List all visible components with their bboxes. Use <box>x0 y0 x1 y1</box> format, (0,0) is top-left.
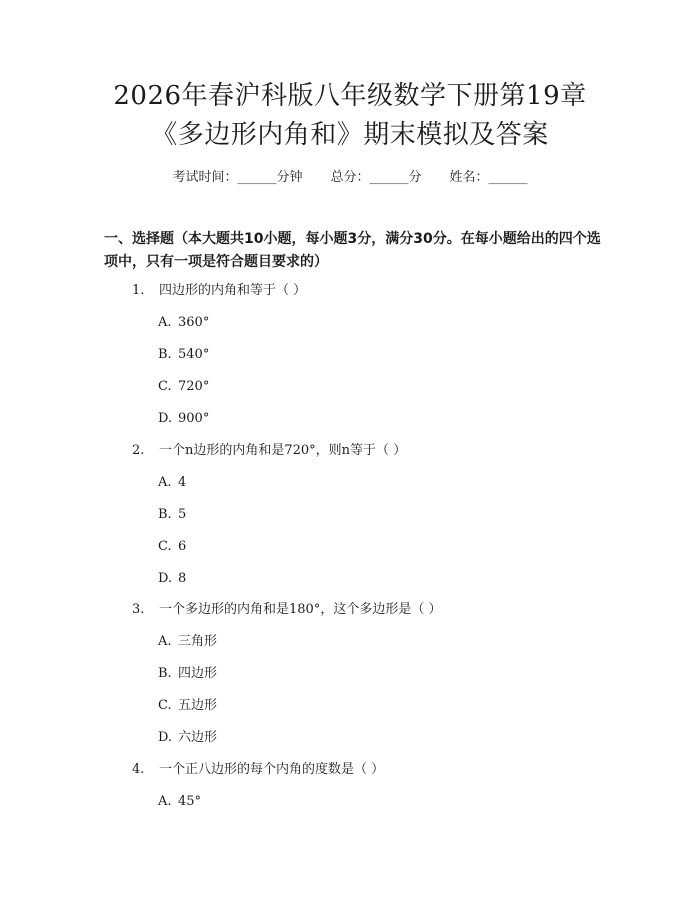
option-item <box>158 729 217 747</box>
option-letter: C. <box>158 379 172 394</box>
option-item <box>158 793 201 811</box>
option-text: 540° <box>178 347 210 362</box>
option-item <box>158 697 217 715</box>
question-number: 1. <box>132 283 145 298</box>
option-letter: B. <box>158 507 172 522</box>
question-number: 3. <box>132 602 145 617</box>
option-letter: A. <box>158 794 172 809</box>
option-letter: D. <box>158 571 173 586</box>
option-text: 45° <box>178 794 202 809</box>
question-item <box>132 601 441 619</box>
option-letter: B. <box>158 666 172 681</box>
doc-title-line2: 《多边形内角和》期末模拟及答案 <box>151 120 549 150</box>
option-text: 900° <box>178 411 210 426</box>
question-text: 一个n边形的内角和是720°，则n等于（ ） <box>159 443 407 458</box>
option-text: 5 <box>178 507 187 522</box>
question-number: 2. <box>132 443 145 458</box>
option-letter: A. <box>158 315 172 330</box>
question-number: 4. <box>132 762 145 777</box>
option-text: 六边形 <box>178 730 218 745</box>
option-text: 720° <box>178 379 210 394</box>
option-item <box>158 346 209 364</box>
option-letter: C. <box>158 698 172 713</box>
option-text: 4 <box>178 475 187 490</box>
question-text: 一个多边形的内角和是180°，这个多边形是（ ） <box>159 602 442 617</box>
exam-meta <box>0 168 700 188</box>
option-letter: D. <box>158 730 173 745</box>
exam-time-label: 考试时间：______分钟 <box>172 170 303 185</box>
option-text: 360° <box>178 315 210 330</box>
option-item <box>158 378 209 396</box>
option-text: 四边形 <box>178 666 218 681</box>
option-letter: B. <box>158 347 172 362</box>
option-text: 五边形 <box>178 698 218 713</box>
option-item <box>158 570 186 588</box>
option-item <box>158 474 186 492</box>
option-text: 6 <box>178 539 187 554</box>
question-item <box>132 442 406 460</box>
option-item <box>158 410 209 428</box>
option-letter: C. <box>158 539 172 554</box>
option-text: 8 <box>178 571 187 586</box>
option-item <box>158 314 209 332</box>
option-letter: A. <box>158 634 172 649</box>
option-item <box>158 506 186 524</box>
option-item <box>158 633 217 651</box>
question-item <box>132 282 306 300</box>
option-letter: A. <box>158 475 172 490</box>
option-letter: D. <box>158 411 173 426</box>
option-text: 三角形 <box>178 634 218 649</box>
option-item <box>158 665 217 683</box>
option-item <box>158 538 186 556</box>
student-name-label: 姓名：______ <box>449 170 528 185</box>
question-item <box>132 761 384 779</box>
question-text: 一个正八边形的每个内角的度数是（ ） <box>159 762 385 777</box>
total-score-label: 总分：______分 <box>330 170 422 185</box>
doc-title-line1: 2026年春沪科版八年级数学下册第19章 <box>113 81 587 111</box>
question-text: 四边形的内角和等于（ ） <box>159 283 307 298</box>
section-heading: 一、选择题（本大题共10小题，每小题3分，满分30分。在每小题给出的四个选项中，只有一项是符合题目要求的） <box>104 231 601 270</box>
